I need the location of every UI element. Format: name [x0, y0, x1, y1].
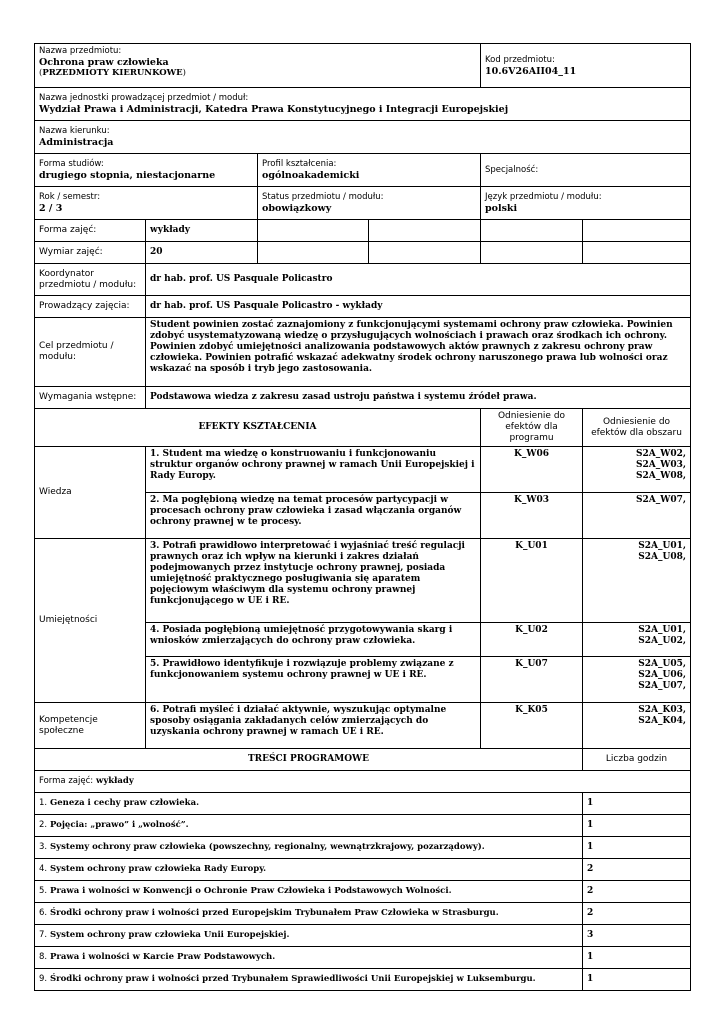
area-code: S2A_U07, — [638, 681, 686, 691]
area-code: S2A_W03, — [635, 460, 686, 470]
topic-number: 8. — [39, 952, 48, 962]
class-hours-label: Wymiar zajęć: — [35, 242, 146, 264]
teacher-value: dr hab. prof. US Pasquale Policastro - wykłady — [146, 296, 691, 318]
topic-number: 9. — [39, 974, 48, 984]
topic-text: Środki ochrony praw i wolności przed Trybunałem Sprawiedliwości Unii Europejskiej w Luksemburgu. — [50, 974, 536, 984]
topic-text: Środki ochrony praw i wolności przed Europejskim Trybunałem Praw Człowieka w Strasburgu. — [50, 908, 499, 918]
topic-text: Systemy ochrony praw człowieka (powszechny, regionalny, wewnątrzkrajowy, pozarządowy). — [50, 842, 485, 852]
empty-cell — [481, 220, 583, 242]
teacher-label: Prowadzący zajęcia: — [35, 296, 146, 318]
topic-row — [35, 793, 583, 815]
effect-area-codes — [583, 539, 691, 623]
topic-hours: 2 — [583, 903, 691, 925]
subject-category: PRZEDMIOTY KIERUNKOWE — [42, 68, 183, 78]
direction-value: Administracja — [39, 137, 114, 148]
topic-number: 4. — [39, 864, 48, 874]
effect-area-codes — [583, 623, 691, 657]
class-hours-value: 20 — [146, 242, 258, 264]
year-cell — [35, 187, 258, 220]
effect-program-code: K_K05 — [481, 703, 583, 749]
effects-group-competences: Kompetencje społeczne — [35, 703, 146, 749]
topic-hours: 1 — [583, 947, 691, 969]
specialty-cell — [481, 154, 691, 187]
topic-number: 2. — [39, 820, 48, 830]
topic-row — [35, 969, 583, 991]
topic-row — [35, 837, 583, 859]
effect-item: 2. Ma pogłębioną wiedzę na temat procesów partycypacji w procesach ochrony praw człowieka i zasad włączania organów ochrony prawnej w te procesy. — [146, 493, 481, 539]
area-code: S2A_K03, — [638, 705, 686, 715]
topic-text: Geneza i cechy praw człowieka. — [50, 798, 200, 808]
contents-form-label: Forma zajęć: — [39, 776, 94, 786]
goal-value: Student powinien zostać zaznajomiony z funkcjonującymi systemami ochrony praw człowieka. Powinien zdobyć usystematyzowaną wiedzę o przysługujących wolnościach i prawach oraz środkach ich ochrony. Powinien zdobyć umiejętności analizowania podstawowych aktów prawnych z zakresu ochrony praw człowieka. Powinien potrafić wskazać adekwatny środek ochrony naruszonego prawa lub wolności oraz wskazać na sposób i tryb jego zastosowania. — [146, 318, 691, 387]
topic-hours: 2 — [583, 881, 691, 903]
requirements-label: Wymagania wstępne: — [35, 387, 146, 409]
effect-program-code: K_U02 — [481, 623, 583, 657]
topic-row — [35, 881, 583, 903]
empty-cell — [369, 220, 481, 242]
effect-area-codes — [583, 447, 691, 493]
topic-number: 1. — [39, 798, 48, 808]
subject-code-label: Kod przedmiotu: — [485, 54, 555, 65]
effect-item: 6. Potrafi myśleć i działać aktywnie, wyszukując optymalne sposoby osiągania zakładanych celów zmierzających do uzyskania ochrony prawnej w ramach UE i RE. — [146, 703, 481, 749]
direction-cell — [35, 121, 691, 154]
effect-area-codes — [583, 493, 691, 539]
area-code: S2A_U06, — [638, 670, 686, 680]
topic-number: 5. — [39, 886, 48, 896]
topic-text: Prawa i wolności w Karcie Praw Podstawowych. — [50, 952, 276, 962]
subject-label: Nazwa przedmiotu: — [39, 46, 122, 56]
topic-row — [35, 815, 583, 837]
topic-row — [35, 925, 583, 947]
empty-cell — [369, 242, 481, 264]
effect-item: 1. Student ma wiedzę o konstruowaniu i funkcjonowaniu struktur organów ochrony prawnej w ramach Unii Europejskiej i Rady Europy. — [146, 447, 481, 493]
topic-text: Pojęcia: „prawo” i „wolność”. — [50, 820, 189, 830]
effect-program-code: K_W06 — [481, 447, 583, 493]
topic-hours: 1 — [583, 969, 691, 991]
effect-item: 4. Posiada pogłębioną umiejętność przygotowywania skarg i wniosków zmierzających do ochrony praw człowieka. — [146, 623, 481, 657]
language-cell — [481, 187, 691, 220]
effects-group-skills: Umiejętności — [35, 539, 146, 703]
effects-area-header: Odniesienie do efektów dla obszaru — [583, 409, 691, 447]
profile-label: Profil kształcenia: — [262, 159, 337, 169]
effects-program-header: Odniesienie do efektów dla programu — [481, 409, 583, 447]
form-studies-value: drugiego stopnia, niestacjonarne — [39, 170, 216, 181]
contents-form-value: wykłady — [96, 776, 134, 786]
subject-cell: Nazwa przedmiotu: Ochrona praw człowieka (PRZEDMIOTY KIERUNKOWE) — [35, 44, 481, 88]
effect-item: 5. Prawidłowo identyfikuje i rozwiązuje problemy związane z funkcjonowaniem systemu ochrony prawnej w UE i RE. — [146, 657, 481, 703]
effect-item: 3. Potrafi prawidłowo interpretować i wyjaśniać treść regulacji prawnych oraz ich wpływ na kierunki i zakres działań podejmowanych przez instytucje ochrony prawnej, posiada umiejętność praktycznego posługiwania się aparatem pojęciowym właściwym dla systemu ochrony prawnej funkcjonującego w UE i RE. — [146, 539, 481, 623]
year-label: Rok / semestr: — [39, 192, 101, 202]
coordinator-value: dr hab. prof. US Pasquale Policastro — [146, 264, 691, 296]
area-code: S2A_W08, — [635, 471, 686, 481]
topic-text: System ochrony praw człowieka Rady Europy. — [50, 864, 267, 874]
topic-hours: 1 — [583, 793, 691, 815]
form-studies-label: Forma studiów: — [39, 159, 104, 169]
empty-cell — [258, 242, 369, 264]
specialty-label: Specjalność: — [485, 164, 539, 175]
area-code: S2A_U02, — [638, 636, 686, 646]
topic-hours: 1 — [583, 837, 691, 859]
topic-number: 3. — [39, 842, 48, 852]
subject-name: Ochrona praw człowieka — [39, 57, 169, 68]
topic-text: Prawa i wolności w Konwencji o Ochronie Praw Człowieka i Podstawowych Wolności. — [50, 886, 452, 896]
status-value: obowiązkowy — [262, 203, 332, 214]
topic-hours: 2 — [583, 859, 691, 881]
topic-row — [35, 903, 583, 925]
empty-cell — [481, 242, 583, 264]
form-studies-cell — [35, 154, 258, 187]
topic-row — [35, 859, 583, 881]
topic-number: 6. — [39, 908, 48, 918]
area-code: S2A_K04, — [638, 716, 686, 726]
effect-program-code: K_W03 — [481, 493, 583, 539]
profile-value: ogólnoakademicki — [262, 170, 360, 181]
unit-label: Nazwa jednostki prowadzącej przedmiot / moduł: — [39, 93, 249, 103]
topic-row — [35, 947, 583, 969]
language-label: Język przedmiotu / modułu: — [485, 192, 602, 202]
coordinator-label: Koordynator przedmiotu / modułu: — [35, 264, 146, 296]
subject-code: 10.6V26AII04_11 — [485, 65, 577, 77]
empty-cell — [583, 242, 691, 264]
effect-program-code: K_U07 — [481, 657, 583, 703]
area-code: S2A_W07, — [635, 495, 686, 505]
topic-hours: 3 — [583, 925, 691, 947]
contents-header: TREŚCI PROGRAMOWE — [35, 749, 583, 771]
effect-area-codes — [583, 703, 691, 749]
area-code: S2A_U01, — [638, 625, 686, 635]
topic-text: System ochrony praw człowieka Unii Europejskiej. — [50, 930, 290, 940]
requirements-value: Podstawowa wiedza z zakresu zasad ustroju państwa i systemu źródeł prawa. — [146, 387, 691, 409]
language-value: polski — [485, 203, 518, 214]
status-label: Status przedmiotu / modułu: — [262, 192, 384, 202]
contents-hours-header: Liczba godzin — [583, 749, 691, 771]
area-code: S2A_U05, — [638, 659, 686, 669]
class-form-value: wykłady — [146, 220, 258, 242]
direction-label: Nazwa kierunku: — [39, 126, 110, 136]
profile-cell — [258, 154, 481, 187]
subject-code-cell — [481, 44, 691, 88]
syllabus-table — [34, 43, 691, 991]
unit-cell — [35, 88, 691, 121]
year-value: 2 / 3 — [39, 203, 63, 214]
topic-number: 7. — [39, 930, 48, 940]
unit-value: Wydział Prawa i Administracji, Katedra Prawa Konstytucyjnego i Integracji Europejskiej — [39, 104, 509, 115]
effect-area-codes — [583, 657, 691, 703]
goal-label: Cel przedmiotu / modułu: — [35, 318, 146, 387]
contents-form-row — [35, 771, 691, 793]
area-code: S2A_W02, — [635, 449, 686, 459]
empty-cell — [258, 220, 369, 242]
topic-hours: 1 — [583, 815, 691, 837]
area-code: S2A_U08, — [638, 552, 686, 562]
effects-group-knowledge: Wiedza — [35, 447, 146, 539]
area-code: S2A_U01, — [638, 541, 686, 551]
class-form-label: Forma zajęć: — [35, 220, 146, 242]
effect-program-code: K_U01 — [481, 539, 583, 623]
empty-cell — [583, 220, 691, 242]
effects-header: EFEKTY KSZTAŁCENIA — [35, 409, 481, 447]
status-cell — [258, 187, 481, 220]
